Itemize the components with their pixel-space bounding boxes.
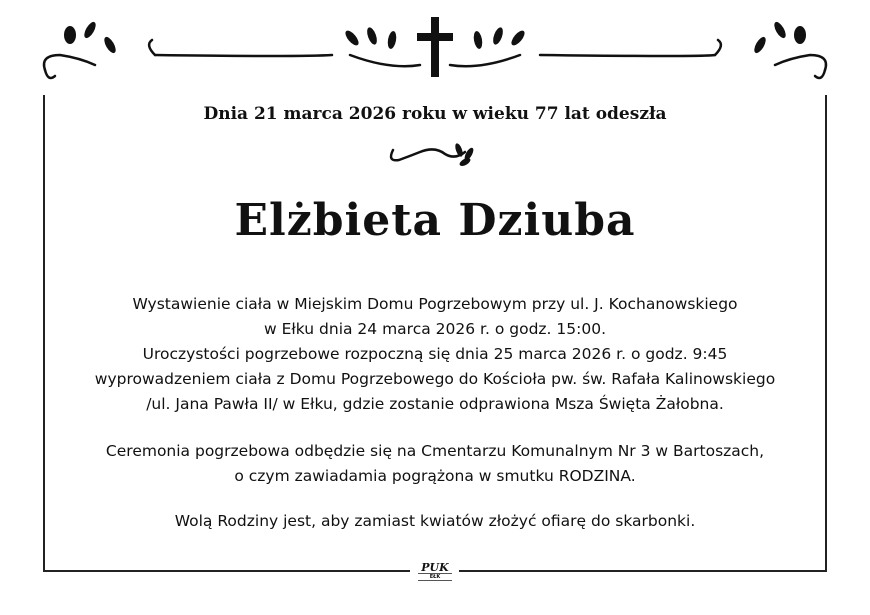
deceased-name: Elżbieta Dziuba (234, 195, 636, 246)
text-line: Wolą Rodziny jest, aby zamiast kwiatów złożyć ofiarę do skarbonki. (174, 512, 696, 530)
text-line: w Ełku dnia 24 marca 2026 r. o godz. 15:00. (263, 320, 606, 338)
logo-top-text: PUK (421, 561, 449, 574)
text-line: o czym zawiadamia pogrążona w smutku RODZINA. (234, 467, 636, 485)
death-date-heading: Dnia 21 marca 2026 roku w wieku 77 lat odeszła (203, 104, 667, 124)
text-line: Uroczystości pogrzebowe rozpoczną się dnia 25 marca 2026 r. o godz. 9:45 (142, 345, 728, 363)
text-line: /ul. Jana Pawła II/ w Ełku, gdzie zostanie odprawiona Msza Święta Żałobna. (146, 395, 724, 413)
funeral-details-paragraph (0, 292, 870, 417)
family-wish-paragraph (0, 509, 870, 534)
text-line: Ceremonia pogrzebowa odbędzie się na Cmentarzu Komunalnym Nr 3 w Bartoszach, (105, 442, 765, 460)
frame-bottom-border-left (43, 570, 410, 572)
top-ornament (0, 0, 870, 100)
frame-bottom-border-right (459, 570, 827, 572)
text-line: wyprowadzeniem ciała z Domu Pogrzebowego do Kościoła pw. św. Rafała Kalinowskiego (94, 370, 776, 388)
cemetery-paragraph (0, 439, 870, 489)
leaf-flourish-icon (385, 140, 485, 170)
logo-bottom-text: EŁK (418, 573, 452, 581)
text-line: Wystawienie ciała w Miejskim Domu Pogrzebowym przy ul. J. Kochanowskiego (132, 295, 738, 313)
puk-elk-logo (412, 562, 458, 581)
